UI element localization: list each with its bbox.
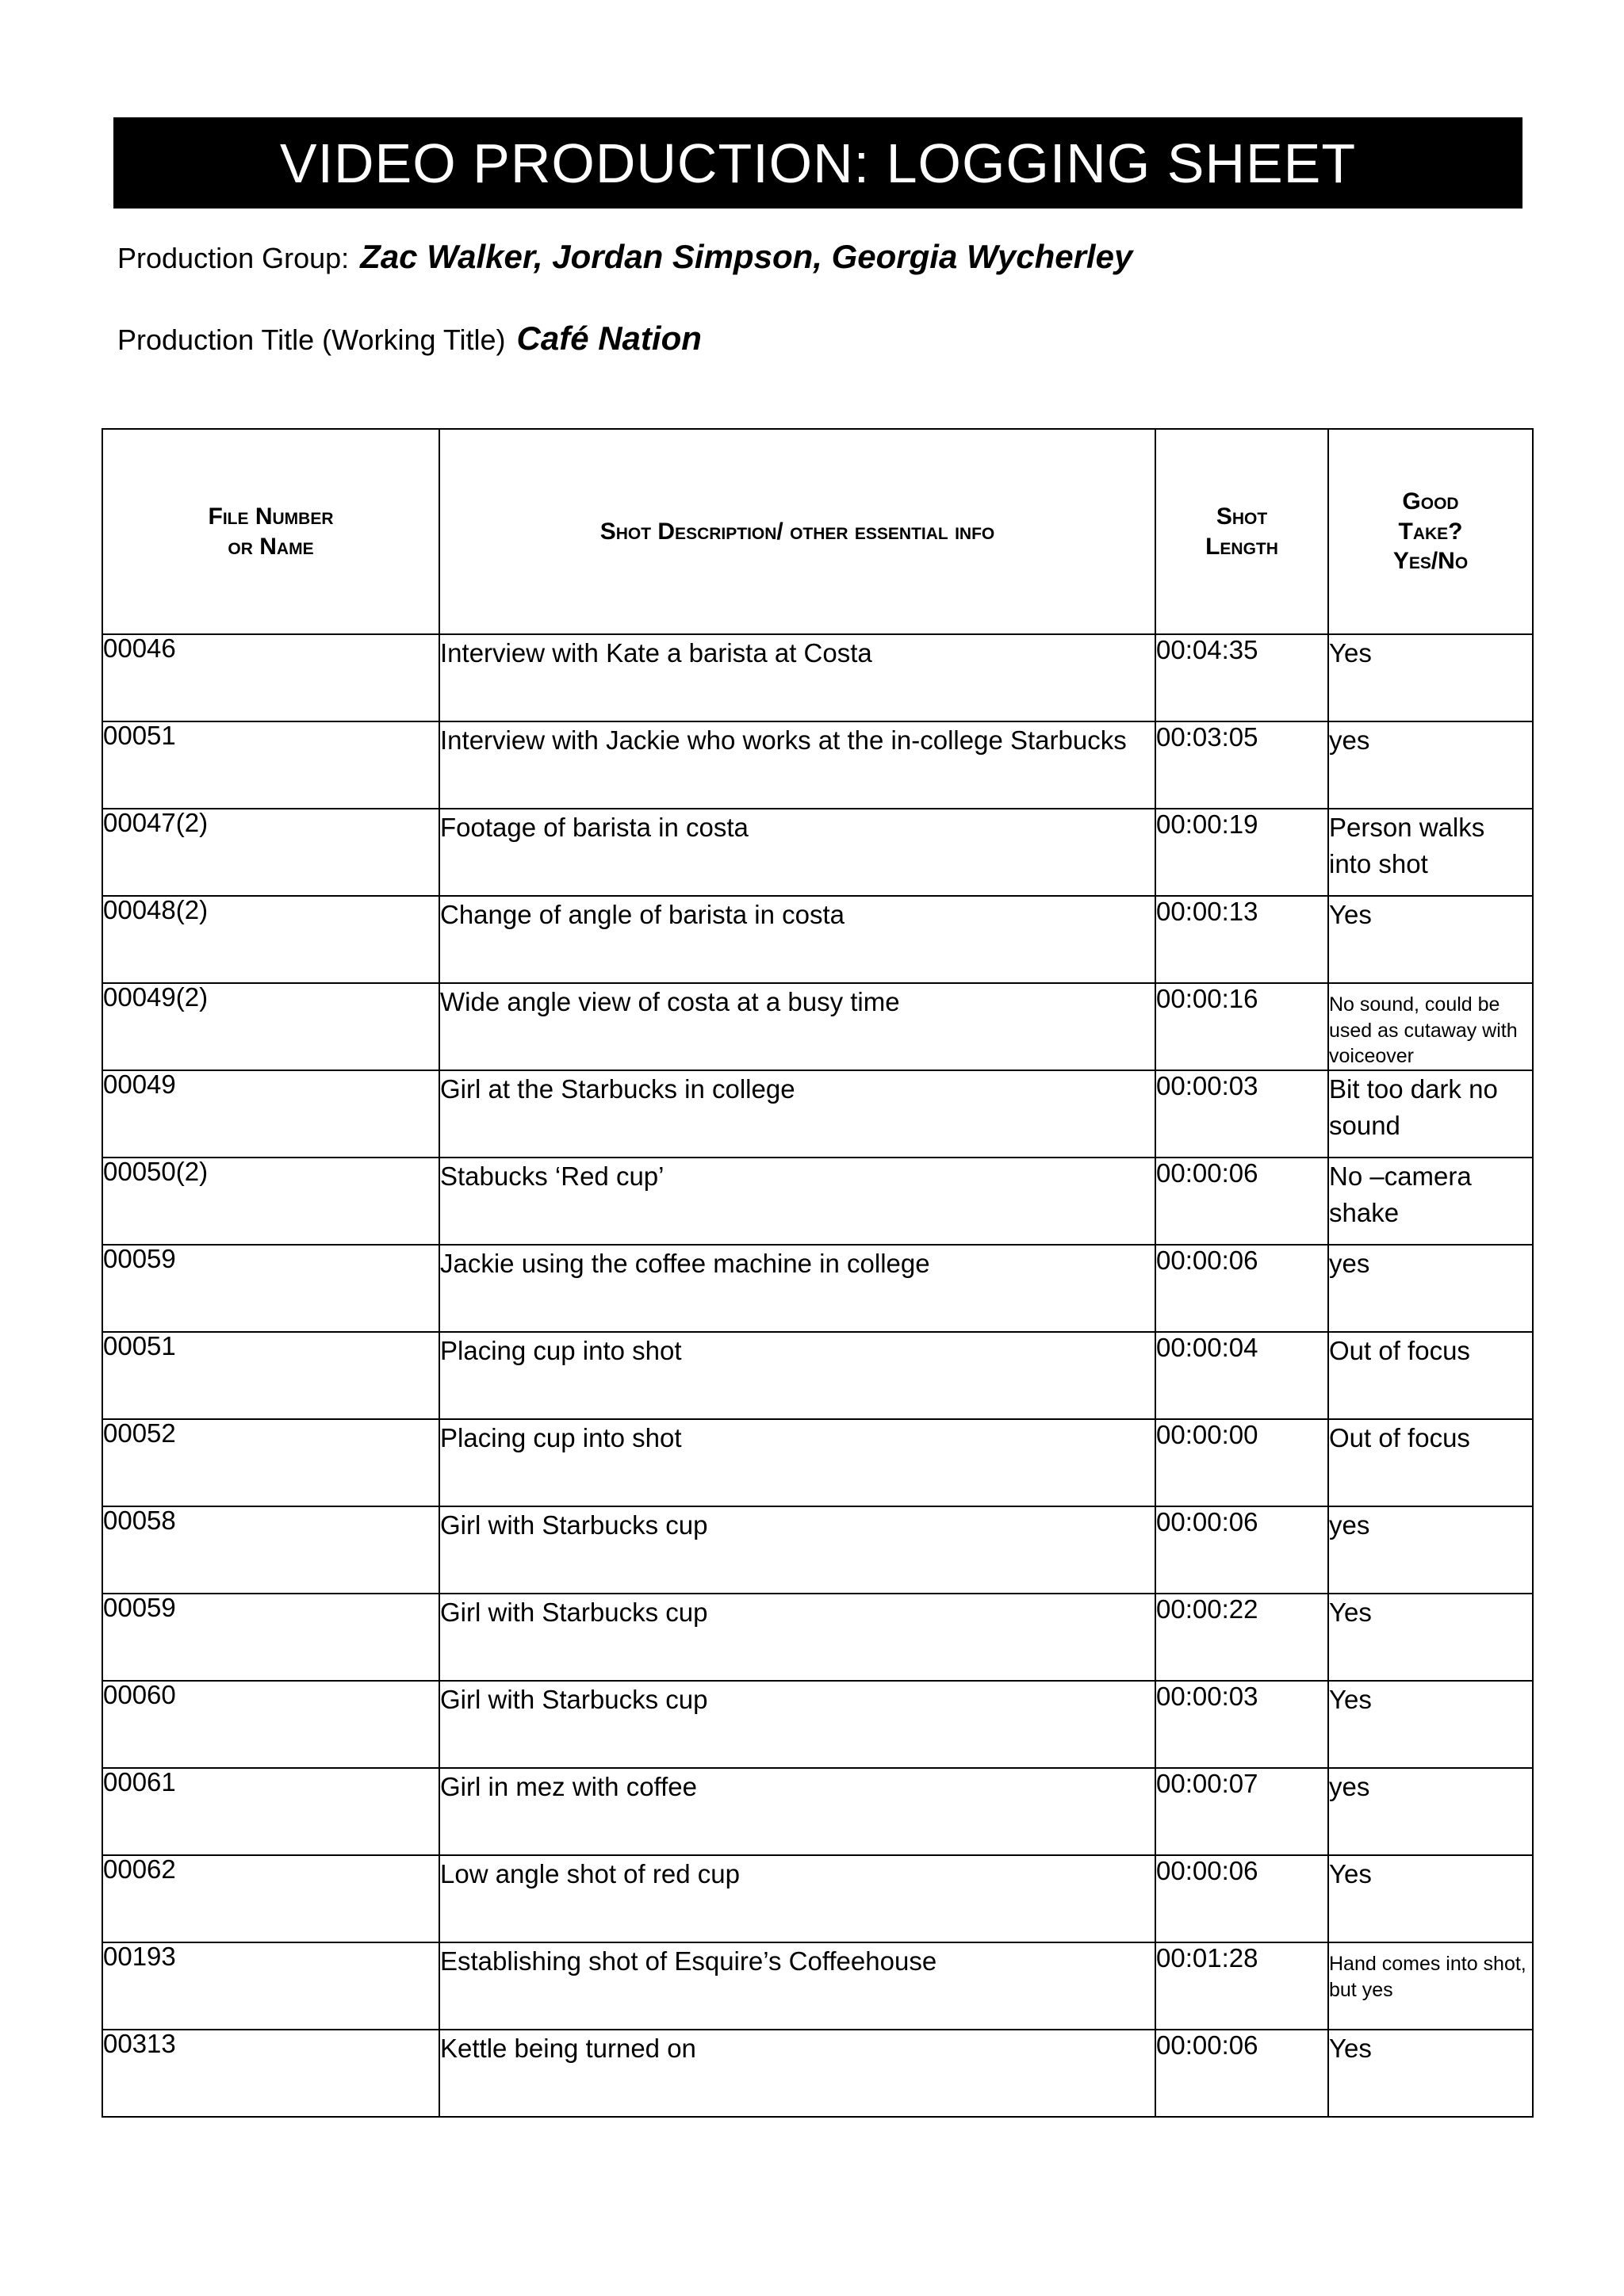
shot-description-cell: Interview with Kate a barista at Costa bbox=[439, 634, 1155, 721]
header-good-take bbox=[1328, 429, 1533, 634]
file-number-cell: 00193 bbox=[102, 1942, 439, 2030]
header-good-line2: Take? bbox=[1398, 518, 1463, 545]
shot-length-cell: 00:00:00 bbox=[1155, 1419, 1328, 1506]
shot-length-cell: 00:00:03 bbox=[1155, 1681, 1328, 1768]
shot-description-cell: Girl at the Starbucks in college bbox=[439, 1070, 1155, 1158]
table-row bbox=[102, 2030, 1533, 2117]
table-row bbox=[102, 983, 1533, 1070]
shot-description-cell: Girl in mez with coffee bbox=[439, 1768, 1155, 1855]
file-number-cell: 00050(2) bbox=[102, 1158, 439, 1245]
file-number-cell: 00048(2) bbox=[102, 896, 439, 983]
good-take-cell: No sound, could be used as cutaway with voiceover bbox=[1328, 983, 1533, 1070]
shot-description-cell: Interview with Jackie who works at the in-college Starbucks bbox=[439, 721, 1155, 809]
table-row bbox=[102, 1594, 1533, 1681]
good-take-cell: yes bbox=[1328, 1245, 1533, 1332]
table-row bbox=[102, 1855, 1533, 1942]
table-row bbox=[102, 1332, 1533, 1419]
shot-description-cell: Wide angle view of costa at a busy time bbox=[439, 983, 1155, 1070]
good-take-cell: Person walks into shot bbox=[1328, 809, 1533, 896]
file-number-cell: 00049 bbox=[102, 1070, 439, 1158]
good-take-cell: Hand comes into shot, but yes bbox=[1328, 1942, 1533, 2030]
table-row bbox=[102, 1942, 1533, 2030]
shot-length-cell: 00:00:06 bbox=[1155, 1855, 1328, 1942]
good-take-cell: yes bbox=[1328, 721, 1533, 809]
table-row bbox=[102, 809, 1533, 896]
file-number-cell: 00046 bbox=[102, 634, 439, 721]
file-number-cell: 00062 bbox=[102, 1855, 439, 1942]
good-take-cell: yes bbox=[1328, 1768, 1533, 1855]
header-good-line3: Yes/No bbox=[1392, 548, 1469, 575]
logging-table bbox=[102, 428, 1534, 2118]
good-take-cell: No –camera shake bbox=[1328, 1158, 1533, 1245]
shot-length-cell: 00:00:06 bbox=[1155, 2030, 1328, 2117]
file-number-cell: 00049(2) bbox=[102, 983, 439, 1070]
table-row bbox=[102, 1681, 1533, 1768]
file-number-cell: 00051 bbox=[102, 1332, 439, 1419]
table-row bbox=[102, 1506, 1533, 1594]
file-number-cell: 00051 bbox=[102, 721, 439, 809]
table-row bbox=[102, 896, 1533, 983]
good-take-cell: Yes bbox=[1328, 2030, 1533, 2117]
header-file-line2: or Name bbox=[228, 533, 314, 560]
shot-length-cell: 00:00:06 bbox=[1155, 1245, 1328, 1332]
shot-description-cell: Girl with Starbucks cup bbox=[439, 1506, 1155, 1594]
header-file-line1: File Number bbox=[208, 503, 334, 530]
shot-description-cell: Establishing shot of Esquire’s Coffeehouse bbox=[439, 1942, 1155, 2030]
good-take-cell: Yes bbox=[1328, 1681, 1533, 1768]
shot-description-cell: Stabucks ‘Red cup’ bbox=[439, 1158, 1155, 1245]
shot-description-cell: Low angle shot of red cup bbox=[439, 1855, 1155, 1942]
header-good-line1: Good bbox=[1402, 488, 1459, 515]
production-group-value: Zac Walker, Jordan Simpson, Georgia Wycherley bbox=[360, 238, 1133, 275]
header-length-line1: Shot bbox=[1216, 503, 1268, 530]
good-take-cell: Yes bbox=[1328, 1855, 1533, 1942]
shot-length-cell: 00:00:04 bbox=[1155, 1332, 1328, 1419]
table-row bbox=[102, 1245, 1533, 1332]
good-take-cell: Bit too dark no sound bbox=[1328, 1070, 1533, 1158]
header-length-line2: Length bbox=[1205, 533, 1278, 560]
file-number-cell: 00058 bbox=[102, 1506, 439, 1594]
table-body bbox=[102, 634, 1533, 2117]
table-row bbox=[102, 634, 1533, 721]
header-file-number bbox=[102, 429, 439, 634]
good-take-cell: Out of focus bbox=[1328, 1419, 1533, 1506]
shot-length-cell: 00:01:28 bbox=[1155, 1942, 1328, 2030]
good-take-cell: Yes bbox=[1328, 634, 1533, 721]
shot-description-cell: Jackie using the coffee machine in college bbox=[439, 1245, 1155, 1332]
shot-description-cell: Footage of barista in costa bbox=[439, 809, 1155, 896]
table-header-row bbox=[102, 429, 1533, 634]
shot-length-cell: 00:00:07 bbox=[1155, 1768, 1328, 1855]
table-row bbox=[102, 1070, 1533, 1158]
shot-length-cell: 00:03:05 bbox=[1155, 721, 1328, 809]
shot-length-cell: 00:00:19 bbox=[1155, 809, 1328, 896]
shot-length-cell: 00:04:35 bbox=[1155, 634, 1328, 721]
good-take-cell: yes bbox=[1328, 1506, 1533, 1594]
shot-length-cell: 00:00:06 bbox=[1155, 1506, 1328, 1594]
shot-description-cell: Kettle being turned on bbox=[439, 2030, 1155, 2117]
good-take-cell: Yes bbox=[1328, 896, 1533, 983]
shot-description-cell: Change of angle of barista in costa bbox=[439, 896, 1155, 983]
shot-length-cell: 00:00:13 bbox=[1155, 896, 1328, 983]
header-shot-length bbox=[1155, 429, 1328, 634]
table-row bbox=[102, 1419, 1533, 1506]
shot-length-cell: 00:00:03 bbox=[1155, 1070, 1328, 1158]
table-row bbox=[102, 1158, 1533, 1245]
header-description-text: Shot Description/ other essential info bbox=[599, 518, 995, 545]
file-number-cell: 00059 bbox=[102, 1594, 439, 1681]
file-number-cell: 00061 bbox=[102, 1768, 439, 1855]
table-row bbox=[102, 1768, 1533, 1855]
shot-length-cell: 00:00:06 bbox=[1155, 1158, 1328, 1245]
production-title-label: Production Title (Working Title) bbox=[117, 323, 506, 356]
shot-description-cell: Girl with Starbucks cup bbox=[439, 1594, 1155, 1681]
shot-length-cell: 00:00:22 bbox=[1155, 1594, 1328, 1681]
file-number-cell: 00052 bbox=[102, 1419, 439, 1506]
file-number-cell: 00047(2) bbox=[102, 809, 439, 896]
file-number-cell: 00060 bbox=[102, 1681, 439, 1768]
file-number-cell: 00059 bbox=[102, 1245, 439, 1332]
shot-description-cell: Placing cup into shot bbox=[439, 1419, 1155, 1506]
production-title-value: Café Nation bbox=[516, 320, 702, 357]
production-group bbox=[117, 238, 1132, 276]
good-take-cell: Out of focus bbox=[1328, 1332, 1533, 1419]
production-group-label: Production Group: bbox=[117, 242, 350, 274]
production-title bbox=[117, 320, 702, 358]
page-title: VIDEO PRODUCTION: LOGGING SHEET bbox=[113, 117, 1522, 209]
shot-description-cell: Girl with Starbucks cup bbox=[439, 1681, 1155, 1768]
shot-description-cell: Placing cup into shot bbox=[439, 1332, 1155, 1419]
table-row bbox=[102, 721, 1533, 809]
header-shot-description bbox=[439, 429, 1155, 634]
file-number-cell: 00313 bbox=[102, 2030, 439, 2117]
shot-length-cell: 00:00:16 bbox=[1155, 983, 1328, 1070]
good-take-cell: Yes bbox=[1328, 1594, 1533, 1681]
